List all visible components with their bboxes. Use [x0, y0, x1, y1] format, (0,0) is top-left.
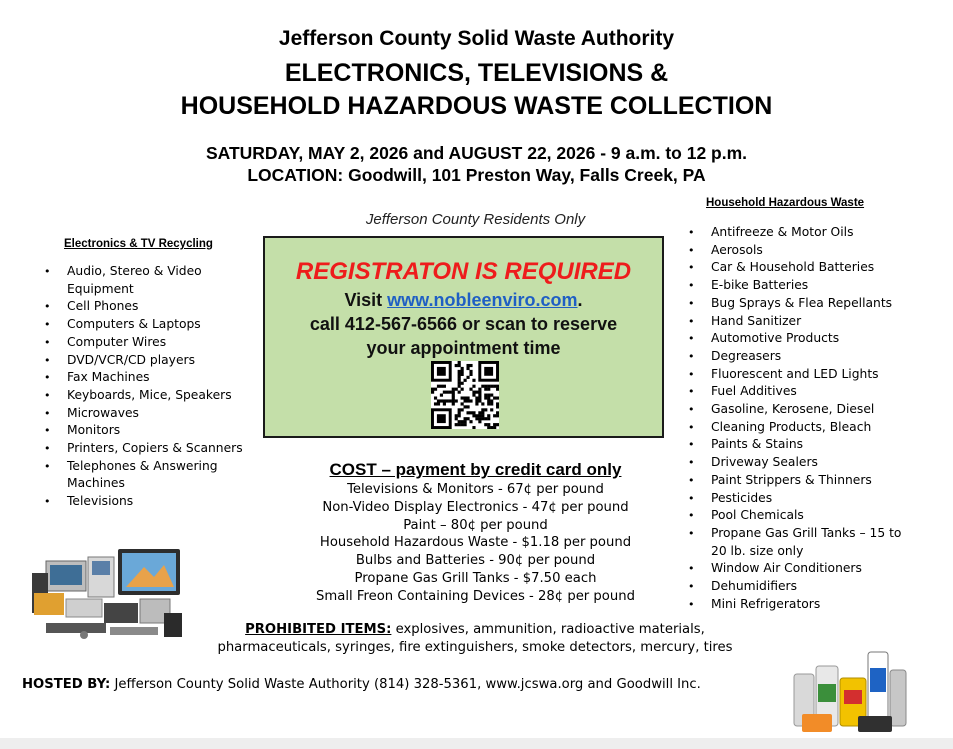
electronics-list-item: • Televisions — [67, 493, 243, 511]
electronics-list-item: • Fax Machines — [67, 369, 243, 387]
electronics-list-item: • Cell Phones — [67, 298, 243, 316]
electronics-list-item: Equipment — [67, 281, 134, 296]
cost-list — [263, 481, 688, 606]
electronics-list-item: • Keyboards, Mice, Speakers — [67, 387, 243, 405]
hazardous-list-item: • Cleaning Products, Bleach — [711, 419, 901, 437]
hazardous-list-item: • Fuel Additives — [711, 383, 901, 401]
electronics-heading: Electronics & TV Recycling — [64, 238, 213, 250]
hazardous-list-item: • Bug Sprays & Flea Repellants — [711, 295, 901, 313]
residents-only-note: Jefferson County Residents Only — [365, 211, 586, 228]
page-title-line1: ELECTRONICS, TELEVISIONS & — [284, 59, 669, 87]
cost-line: Household Hazardous Waste - $1.18 per pound — [319, 535, 632, 551]
cost-line: Bulbs and Batteries - 90¢ per pound — [355, 553, 596, 569]
hazardous-list-item: • Car & Household Batteries — [711, 259, 901, 277]
event-dates: SATURDAY, MAY 2, 2026 and AUGUST 22, 2026 - 9 a.m. to 12 p.m. — [205, 143, 748, 163]
hazardous-list-item: • Pesticides — [711, 490, 901, 508]
registration-required-title: REGISTRATON IS REQUIRED — [295, 258, 632, 285]
registration-call-line: call 412-567-6566 or scan to reserve — [309, 314, 618, 334]
electronics-illustration — [26, 543, 188, 645]
electronics-list-item: • Audio, Stereo & Video — [67, 263, 243, 281]
electronics-list-item: • Monitors — [67, 422, 243, 440]
cost-line: Propane Gas Grill Tanks - $7.50 each — [354, 570, 597, 586]
hazardous-list-item: • Window Air Conditioners — [711, 560, 901, 578]
authority-name: Jefferson County Solid Waste Authority — [278, 27, 675, 50]
hazardous-list-item: • Antifreeze & Motor Oils — [711, 224, 901, 242]
registration-appointment-line: your appointment time — [366, 338, 561, 358]
cost-line: Non-Video Display Electronics - 47¢ per pound — [322, 499, 629, 515]
hazardous-list-item: • Paint Strippers & Thinners — [711, 472, 901, 490]
hazardous-products-illustration — [788, 644, 910, 736]
registration-visit-line — [265, 288, 662, 312]
electronics-list-item: • Computers & Laptops — [67, 316, 243, 334]
prohibited-line1 — [180, 622, 770, 637]
hazardous-list-item: • Fluorescent and LED Lights — [711, 366, 901, 384]
hazardous-list-item: • Gasoline, Kerosene, Diesel — [711, 401, 901, 419]
registration-box — [263, 236, 664, 438]
hosted-by — [22, 677, 701, 692]
event-location: LOCATION: Goodwill, 101 Preston Way, Falls Creek, PA — [247, 165, 706, 185]
electronics-list-item: • Telephones & Answering — [67, 458, 243, 476]
bottom-strip — [0, 738, 953, 749]
hazardous-list-item: • Paints & Stains — [711, 436, 901, 454]
registration-url-link[interactable]: www.nobleenviro.com — [387, 290, 578, 310]
page-title-line2: HOUSEHOLD HAZARDOUS WASTE COLLECTION — [180, 92, 773, 120]
visit-prefix: Visit — [344, 290, 388, 310]
hazardous-list-item: • Dehumidifiers — [711, 578, 901, 596]
qr-code[interactable] — [431, 361, 499, 429]
hazardous-list-item: • Propane Gas Grill Tanks – 15 to — [711, 525, 901, 543]
prohibited-text-1: explosives, ammunition, radioactive materials, — [391, 622, 705, 637]
hosted-by-text: Jefferson County Solid Waste Authority (814) 328-5361, www.jcswa.org and Goodwill Inc. — [110, 677, 701, 692]
cost-line: Paint – 80¢ per pound — [403, 517, 548, 533]
electronics-list-item: • Microwaves — [67, 405, 243, 423]
cost-line: Small Freon Containing Devices - 28¢ per pound — [316, 588, 635, 604]
visit-suffix: . — [577, 290, 583, 310]
hazardous-list-item: • Automotive Products — [711, 330, 901, 348]
hazardous-list-item: • Driveway Sealers — [711, 454, 901, 472]
hazardous-heading: Household Hazardous Waste — [706, 197, 865, 209]
electronics-list-item: • Printers, Copiers & Scanners — [67, 440, 243, 458]
hazardous-list-item: • Pool Chemicals — [711, 507, 901, 525]
electronics-list — [67, 263, 243, 511]
hazardous-list-item: • Degreasers — [711, 348, 901, 366]
hazardous-list-item: • Aerosols — [711, 242, 901, 260]
hazardous-list-item: 20 lb. size only — [711, 543, 804, 558]
prohibited-line2: pharmaceuticals, syringes, fire extinguishers, smoke detectors, mercury, tires — [217, 640, 733, 655]
hazardous-list-item: • Hand Sanitizer — [711, 313, 901, 331]
electronics-list-item: Machines — [67, 476, 125, 491]
cost-heading: COST – payment by credit card only — [329, 460, 622, 479]
prohibited-label: PROHIBITED ITEMS: — [245, 622, 392, 637]
hazardous-list-item: • Mini Refrigerators — [711, 596, 901, 614]
electronics-list-item: • DVD/VCR/CD players — [67, 352, 243, 370]
hosted-by-label: HOSTED BY: — [22, 677, 111, 692]
electronics-list-item: • Computer Wires — [67, 334, 243, 352]
hazardous-list — [711, 224, 901, 613]
cost-line: Televisions & Monitors - 67¢ per pound — [347, 482, 604, 497]
hazardous-list-item: • E-bike Batteries — [711, 277, 901, 295]
